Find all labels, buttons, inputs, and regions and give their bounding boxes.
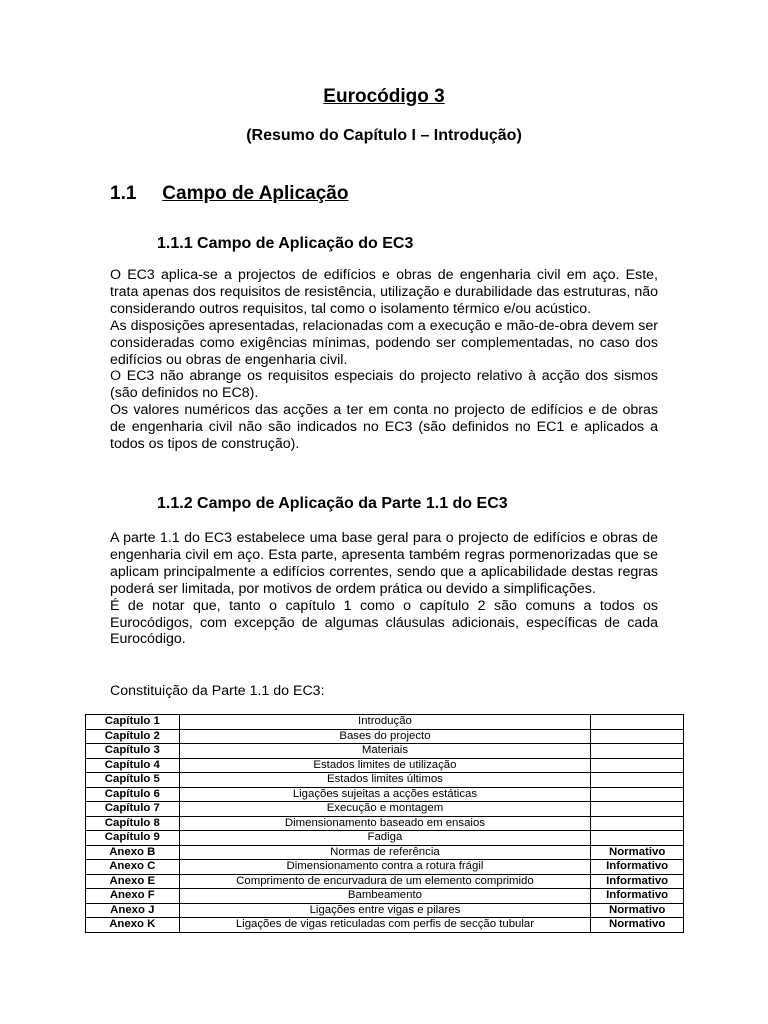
table-cell-status: Informativo <box>591 889 684 904</box>
paragraph: Os valores numéricos das acções a ter em conta no projecto de edifícios e de obras de engenharia civil não são indicados no EC3 (são definidos no EC1 e aplicados a todos os tipos de construção). <box>110 402 658 453</box>
section-heading <box>110 183 348 205</box>
table-cell-description: Materiais <box>179 744 591 759</box>
table-row <box>86 860 684 875</box>
table-row <box>86 831 684 846</box>
table-cell-part: Capítulo 4 <box>86 758 180 773</box>
table-cell-part: Anexo C <box>86 860 180 875</box>
table-cell-part: Capítulo 5 <box>86 773 180 788</box>
document-title: Eurocódigo 3 <box>323 86 445 107</box>
table-row <box>86 816 684 831</box>
table-cell-part: Capítulo 1 <box>86 715 180 730</box>
table-cell-part: Capítulo 3 <box>86 744 180 759</box>
table-cell-description: Comprimento de encurvadura de um elemento comprimido <box>179 874 591 889</box>
table-cell-status <box>591 758 684 773</box>
table-row <box>86 845 684 860</box>
table-cell-status <box>591 744 684 759</box>
table-cell-status: Normativo <box>591 903 684 918</box>
table-cell-description: Ligações entre vigas e pilares <box>179 903 591 918</box>
table-cell-status: Informativo <box>591 874 684 889</box>
table-cell-part: Anexo F <box>86 889 180 904</box>
table-cell-status <box>591 729 684 744</box>
constituicao-table <box>85 714 684 933</box>
table-cell-part: Capítulo 2 <box>86 729 180 744</box>
table-cell-part: Capítulo 9 <box>86 831 180 846</box>
table-row <box>86 903 684 918</box>
subsection-heading-1-1-2: 1.1.2 Campo de Aplicação da Parte 1.1 do EC3 <box>157 495 508 512</box>
table-cell-status <box>591 831 684 846</box>
table-cell-description: Bambeamento <box>179 889 591 904</box>
paragraph: A parte 1.1 do EC3 estabelece uma base geral para o projecto de edifícios e obras de engenharia civil em aço. Esta parte, apresenta também regras pormenorizadas que se aplicam principalmente a edifícios correntes, sendo que a aplicabilidade destas regras poderá ser limitada, por motivos de ordem prática ou devido a simplificações. <box>110 530 658 597</box>
table-cell-status <box>591 773 684 788</box>
table-cell-part: Anexo B <box>86 845 180 860</box>
table-row <box>86 918 684 933</box>
table-cell-description: Normas de referência <box>179 845 591 860</box>
table-row <box>86 744 684 759</box>
table-cell-status <box>591 715 684 730</box>
subsection-heading-1-1-1: 1.1.1 Campo de Aplicação do EC3 <box>157 235 414 252</box>
table-cell-status: Normativo <box>591 845 684 860</box>
paragraph: As disposições apresentadas, relacionadas com a execução e mão-de-obra devem ser consideradas como exigências mínimas, podendo ser complementadas, no caso dos edifícios ou obras de engenharia civil. <box>110 317 658 368</box>
subsection-body-1-1-1 <box>110 267 658 453</box>
table-cell-part: Anexo K <box>86 918 180 933</box>
table-row <box>86 874 684 889</box>
table-cell-status <box>591 802 684 817</box>
table-cell-description: Estados limites de utilização <box>179 758 591 773</box>
table-cell-description: Ligações sujeitas a acções estáticas <box>179 787 591 802</box>
table-row <box>86 773 684 788</box>
table-cell-description: Execução e montagem <box>179 802 591 817</box>
paragraph: O EC3 aplica-se a projectos de edifícios e obras de engenharia civil em aço. Este, trata apenas dos requisitos de resistência, utilização e durabilidade das estruturas, não considerando outros requisitos, tal como o isolamento térmico e/ou acústico. <box>110 267 658 317</box>
section-number: 1.1 <box>110 183 137 204</box>
document-subtitle: (Resumo do Capítulo I – Introdução) <box>246 127 522 144</box>
table-row <box>86 729 684 744</box>
table-cell-part: Capítulo 6 <box>86 787 180 802</box>
section-title: Campo de Aplicação <box>162 183 349 204</box>
table-cell-status <box>591 816 684 831</box>
table-row <box>86 715 684 730</box>
table-cell-description: Dimensionamento contra a rotura frágil <box>179 860 591 875</box>
subsection-body-1-1-2 <box>110 530 658 648</box>
table-cell-status: Normativo <box>591 918 684 933</box>
table-cell-description: Fadiga <box>179 831 591 846</box>
paragraph: O EC3 não abrange os requisitos especiais do projecto relativo à acção dos sismos (são definidos no EC8). <box>110 368 658 402</box>
table-cell-status <box>591 787 684 802</box>
table-row <box>86 802 684 817</box>
table-cell-part: Anexo J <box>86 903 180 918</box>
table-cell-description: Dimensionamento baseado em ensaios <box>179 816 591 831</box>
constituicao-label: Constituição da Parte 1.1 do EC3: <box>110 683 325 699</box>
paragraph: É de notar que, tanto o capítulo 1 como o capítulo 2 são comuns a todos os Eurocódigos, com excepção de algumas cláusulas adicionais, específicas de cada Eurocódigo. <box>110 597 658 648</box>
table-cell-description: Estados limites últimos <box>179 773 591 788</box>
table-row <box>86 787 684 802</box>
table-cell-part: Anexo E <box>86 874 180 889</box>
table-cell-description: Introdução <box>179 715 591 730</box>
table-cell-part: Capítulo 7 <box>86 802 180 817</box>
table-row <box>86 758 684 773</box>
table-cell-description: Bases do projecto <box>179 729 591 744</box>
table-cell-status: Informativo <box>591 860 684 875</box>
table-row <box>86 889 684 904</box>
table-cell-description: Ligações de vigas reticuladas com perfis de secção tubular <box>179 918 591 933</box>
table-cell-part: Capítulo 8 <box>86 816 180 831</box>
